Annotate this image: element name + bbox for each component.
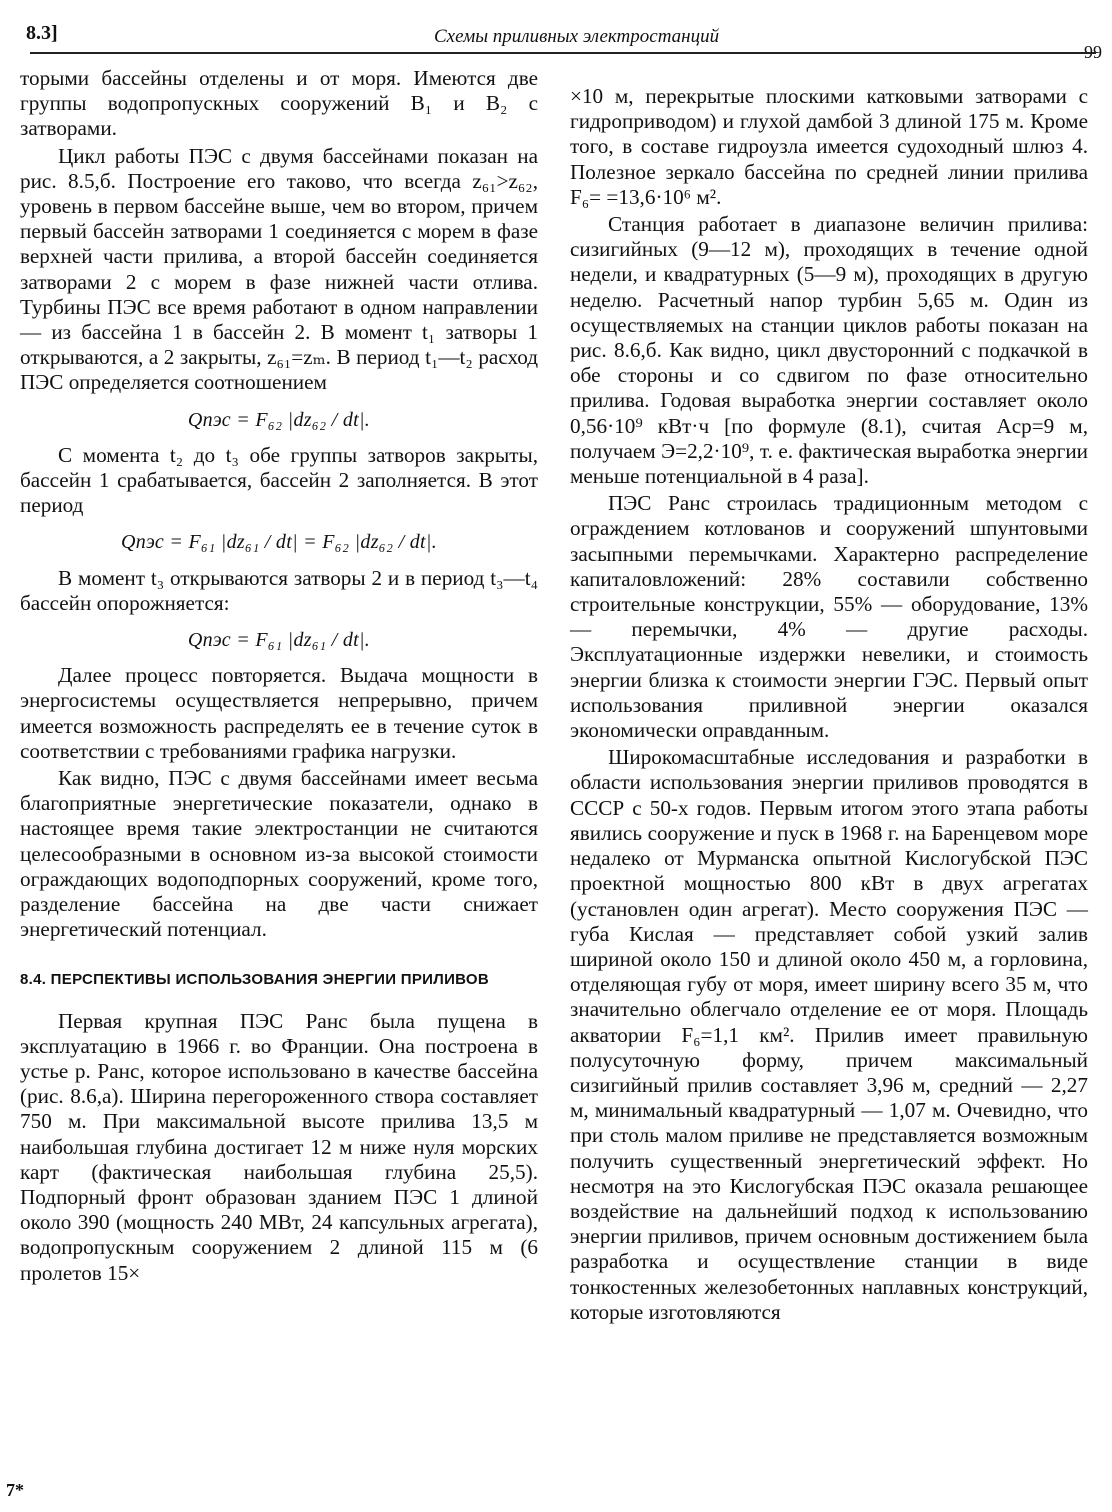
header-rule (30, 52, 1096, 54)
section-marker: 8.3] (26, 22, 58, 44)
formula: Qпэс = F₆₂ |dz₆₂ / dt|. (187, 408, 371, 431)
right-column (570, 84, 1088, 1325)
running-header (22, 18, 1102, 62)
paragraph: Цикл работы ПЭС с двумя бассейнами показан на рис. 8.5,б. Построение его таково, что всегда z₆₁>z₆₂, уровень в первом бассейне выше, чем во втором, причем первый бассейн затворами 1 соединяется с морем в фазе верхней части прилива, а второй бассейн соединяется затворами 2 с морем в фазе нижней части отлива. Турбины ПЭС все время работают в одном направлении — из бассейна 1 в бассейн 2. В момент t₁ затворы 1 открываются, а 2 закрыты, z₆₁=zₘ. В период t₁—t₂ расход ПЭС определяется соотношением (20, 143, 538, 395)
paragraph: Широкомасштабные исследования и разработки в области использования энергии приливов проводятся в СССР с 50-х годов. Первым итогом этого этапа работы явились сооружение и пуск в 1968 г. на Баренцевом море недалеко от Мурманска опытной Кислогубской ПЭС проектной мощностью 800 кВт в двух агрегатах (установлен один агрегат). Место сооружения ПЭС — губа Кислая — представляет собой узкий залив шириной около 150 и длиной около 450 м, а горловина, отделяющая губу от моря, имеет ширину всего 35 м, что значительно облегчало отделение ее от моря. Площадь акватории F₆=1,1 км². Прилив имеет правильную полусуточную форму, причем максимальный сизигийный прилив составляет 3,96 м, средний — 2,27 м, минимальный квадратурный — 1,07 м. Очевидно, что при столь малом приливе не представляется возможным получить существенный энергетический эффект. Но несмотря на это Кислогубская ПЭС оказала решающее воздействие на дальнейший подход к использованию энергии приливов, причем основным достижением была разработка и осуществление станции в виде тонкостенных железобетонных наплавных конструкций, которые изготовляются (570, 745, 1088, 1324)
paragraph: ×10 м, перекрытые плоскими катковыми затворами с гидроприводом) и глухой дамбой 3 длиной 175 м. Кроме того, в составе гидроузла имеется судоходный шлюз 4. Полезное зеркало бассейна по средней линии прилива F₆= =13,6·10⁶ м². (570, 84, 1088, 209)
paragraph: Станция работает в диапазоне величин прилива: сизигийных (9—12 м), проходящих в течение одной недели, и квадратурных (5—9 м), проходящих в другую неделю. Расчетный напор турбин 5,65 м. Один из осуществляемых на станции циклов работы показан на рис. 8.6,б. Как видно, цикл двусторонний с подкачкой в обе стороны и со сдвигом по фазе относительно прилива. Годовая выработка энергии составляет около 0,56·10⁹ кВт·ч [по формуле (8.1), считая Aср=9 м, получаем Э=2,2·10⁹, т. е. фактическая выработка энергии меньше потенциальной в 4 раза]. (570, 212, 1088, 489)
page-number: 99 (1084, 42, 1102, 62)
formula: Qпэс = F₆₁ |dz₆₁ / dt|. (187, 629, 371, 652)
signature-mark: 7* (6, 1480, 24, 1500)
section-heading: 8.4. ПЕРСПЕКТИВЫ ИСПОЛЬЗОВАНИЯ ЭНЕРГИИ ПРИЛИВОВ (20, 970, 490, 988)
paragraph: торыми бассейны отделены и от моря. Имеются две группы водопропускных сооружений B₁ и B₂ с затворами. (20, 66, 538, 141)
paragraph: С момента t₂ до t₃ обе группы затворов закрыты, бассейн 1 срабатывается, бассейн 2 заполняется. В этот период (20, 442, 538, 518)
paragraph: ПЭС Ранс строилась традиционным методом с ограждением котлованов и сооружений шпунтовыми засыпными перемычками. Характерно распределение капиталовложений: 28% составили собственно строительные конструкции, 55% — оборудование, 13% — перемычки, 4% — другие расходы. Эксплуатационные издержки невелики, и стоимость энергии близка к стоимости энергии ГЭС. Первый опыт использования приливной энергии оказался экономически оправданным. (570, 491, 1088, 743)
running-title: Схемы приливных электростанций (434, 26, 720, 47)
paragraph: Как видно, ПЭС с двумя бассейнами имеет весьма благоприятные энергетические показатели, однако в настоящее время такие электростанции не считаются целесообразными в основном из-за высокой стоимости ограждающих водоподпорных сооружений, кроме того, разделение бассейна на две части снижает энергетический потенциал. (20, 766, 538, 942)
paragraph: В момент t₃ открываются затворы 2 и в период t₃—t₄ бассейн опорожняется: (20, 565, 538, 615)
left-column (20, 66, 538, 1286)
paragraph: Первая крупная ПЭС Ранс была пущена в эксплуатацию в 1966 г. во Франции. Она построена в устье р. Ранс, которое использовано в качестве бассейна (рис. 8.6,а). Ширина перегороженного створа составляет 750 м. При максимальной высоте прилива 13,5 м наибольшая глубина достигает 12 м ниже нуля морских карт (фактическая наибольшая глубина 25,5). Подпорный фронт образован зданием ПЭС 1 длиной около 390 (мощность 240 МВт, 24 капсульных агрегата), водопропускным сооружением 2 длиной 115 м (6 пролетов 15× (20, 1008, 538, 1285)
paragraph: Далее процесс повторяется. Выдача мощности в энергосистемы осуществляется непрерывно, причем имеется возможность распределять ее в течение суток в соответствии с требованиями графика нагрузки. (20, 663, 538, 763)
formula: Qпэс = F₆₁ |dz₆₁ / dt| = F₆₂ |dz₆₂ / dt|. (120, 531, 437, 554)
